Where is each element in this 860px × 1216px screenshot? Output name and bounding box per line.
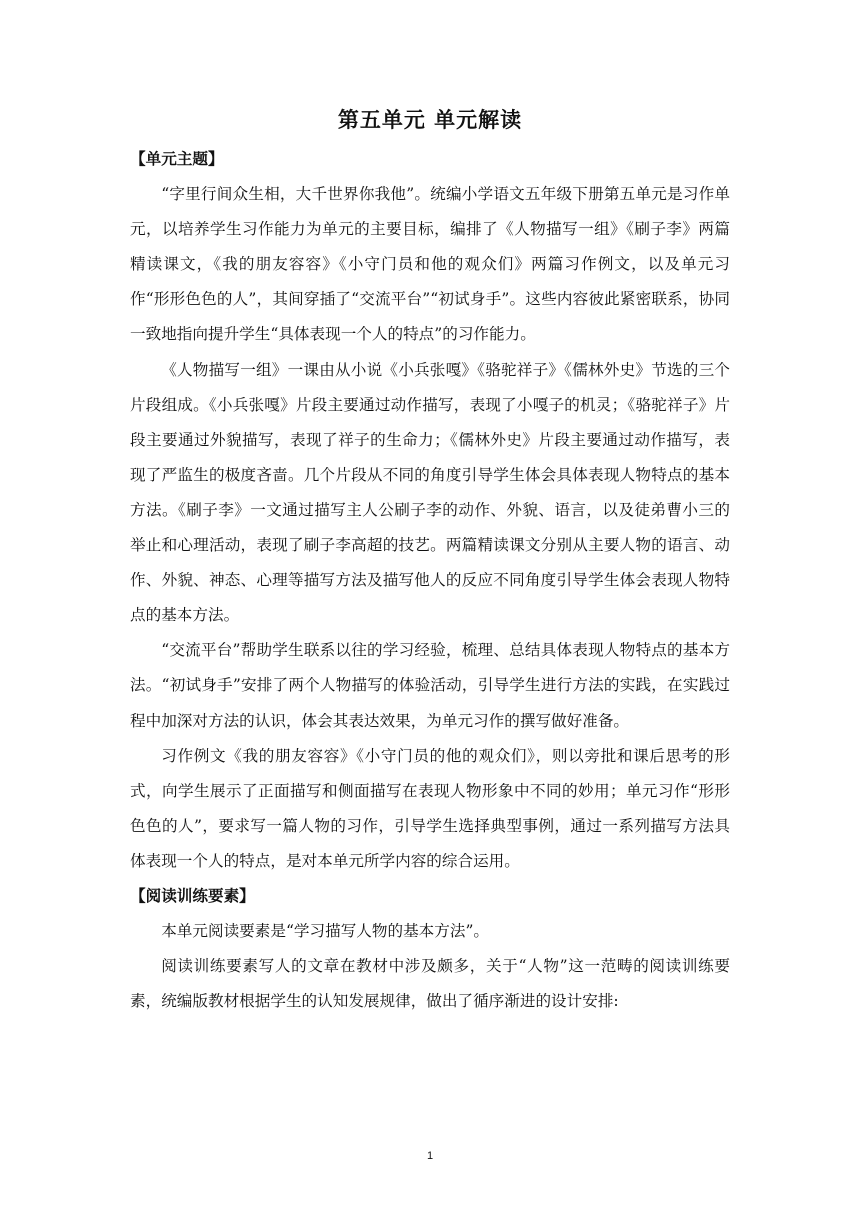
paragraph: 《人物描写一组》一课由从小说《小兵张嘎》《骆驼祥子》《儒林外史》节选的三个片段组成。《小兵张嘎》片段主要通过动作描写，表现了小嘎子的机灵；《骆驼祥子》片段主要通过外貌描写，表现了祥子的生命力；《儒林外史》片段主要通过动作描写，表现了严监生的极度吝啬。几个片段从不同的角度引导学生体会具体表现人物特点的基本方法。《刷子李》一文通过描写主人公刷子李的动作、外貌、语言，以及徒弟曹小三的举止和心理活动，表现了刷子李高超的技艺。两篇精读课文分别从主要人物的语言、动作、外貌、神态、心理等描写方法及描写他人的反应不同角度引导学生体会表现人物特点的基本方法。 <box>130 360 730 625</box>
paragraph: 本单元阅读要素是“学习描写人物的基本方法”。 <box>161 922 490 941</box>
page-number: 1 <box>426 1150 434 1162</box>
section-heading-theme: 【单元主题】 <box>130 150 224 168</box>
paragraph: 阅读训练要素写人的文章在教材中涉及颇多，关于“人物”这一范畴的阅读训练要素，统编版教材根据学生的认知发展规律，做出了循序渐进的设计安排: <box>130 957 730 1011</box>
paragraph: “交流平台”帮助学生联系以往的学习经验，梳理、总结具体表现人物特点的基本方法。“初试身手”安排了两个人物描写的体验活动，引导学生进行方法的实践，在实践过程中加深对方法的认识，体会其表达效果，为单元习作的撰写做好准备。 <box>130 641 730 730</box>
section-heading-reading-elements: 【阅读训练要素】 <box>130 886 255 905</box>
paragraph: “字里行间众生相，大千世界你我他”。统编小学语文五年级下册第五单元是习作单元，以培养学生习作能力为单元的主要目标，编排了《人物描写一组》《刷子李》两篇精读课文，《我的朋友容容》《小守门员和他的观众们》两篇习作例文，以及单元习作“形形色色的人”，其间穿插了“交流平台”“初试身手”。这些内容彼此紧密联系，协同一致地指向提升学生“具体表现一个人的特点”的习作能力。 <box>130 185 730 344</box>
paragraph: 习作例文《我的朋友容容》《小守门员的他的观众们》，则以旁批和课后思考的形式，向学生展示了正面描写和侧面描写在表现人物形象中不同的妙用；单元习作“形形色色的人”，要求写一篇人物的习作，引导学生选择典型事例，通过一系列描写方法具体表现一个人的特点，是对本单元所学内容的综合运用。 <box>130 746 730 870</box>
document-body <box>130 142 730 1019</box>
page-title: 第五单元 单元解读 <box>337 108 523 132</box>
